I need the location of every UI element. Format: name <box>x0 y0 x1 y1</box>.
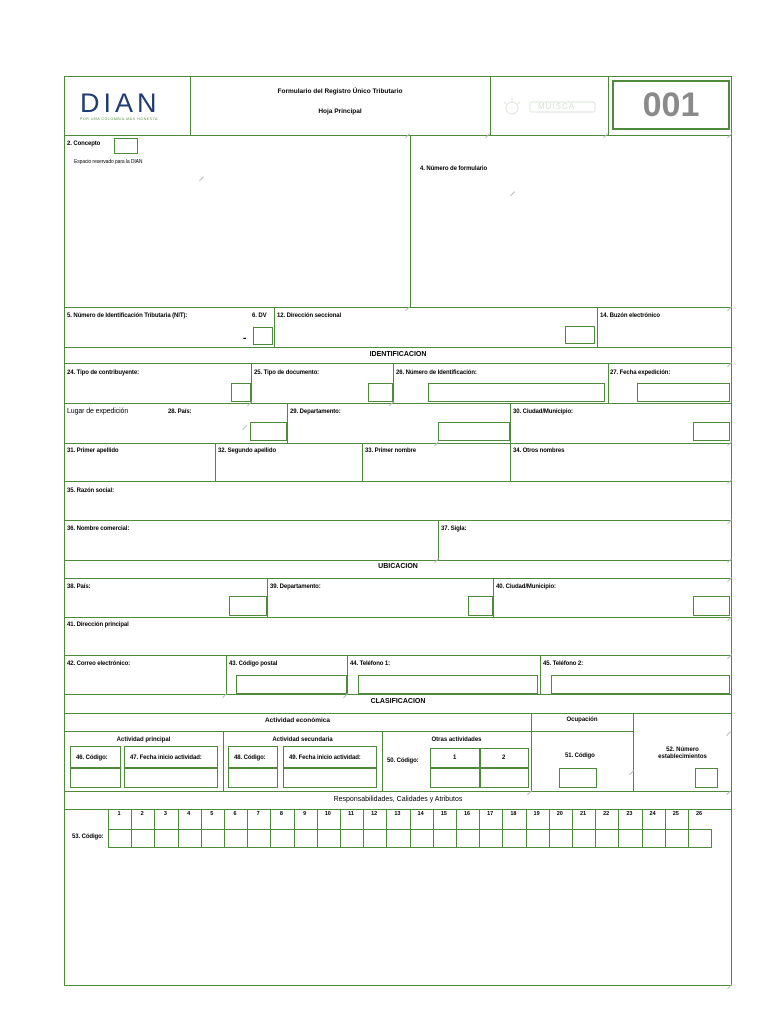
actividad-secundaria-label: Actividad secundaria <box>272 737 333 743</box>
column-divider <box>572 809 573 829</box>
responsabilidad-codigo-input[interactable] <box>131 829 155 848</box>
fecha49-label: 49. Fecha inicio actividad: <box>289 755 361 761</box>
codigo46-input[interactable] <box>70 768 121 788</box>
primer-nombre-label: 33. Primer nombre <box>365 448 416 454</box>
telefono1-label: 44. Teléfono 1: <box>350 661 391 667</box>
resize-grip-icon <box>509 186 515 192</box>
responsabilidad-codigo-input[interactable] <box>224 829 248 848</box>
column-divider <box>502 809 503 829</box>
responsabilidad-numero: 21 <box>579 811 587 817</box>
responsabilidad-codigo-input[interactable] <box>688 829 712 848</box>
resize-grip-icon <box>198 171 204 177</box>
codigo51-label: 51. Código <box>565 753 595 759</box>
responsabilidad-numero: 26 <box>695 811 703 817</box>
row-line <box>64 578 732 579</box>
fecha-expedicion-input[interactable] <box>637 383 730 402</box>
telefono2-label: 45. Teléfono 2: <box>543 661 584 667</box>
row-line <box>64 443 732 444</box>
codigo53-label: 53. Código: <box>72 834 104 840</box>
responsabilidad-numero: 5 <box>210 811 214 817</box>
tipo-documento-label: 25. Tipo de documento: <box>254 370 320 376</box>
dian-logo-text: DIAN <box>80 88 161 118</box>
dian-logo <box>80 90 180 121</box>
direccion-principal-label: 41. Dirección principal <box>67 622 129 628</box>
resize-grip-icon <box>726 128 732 134</box>
segundo-apellido-label: 32. Segundo apellido <box>218 448 277 454</box>
codigo48-label: 48. Código: <box>234 755 266 761</box>
resize-grip-icon <box>726 474 732 480</box>
dv-dash: - <box>243 333 247 344</box>
responsabilidad-numero: 15 <box>440 811 447 817</box>
divider <box>531 713 532 791</box>
responsabilidad-numero: 25 <box>672 811 679 817</box>
divider <box>267 578 268 617</box>
responsabilidad-codigo-input[interactable] <box>340 829 364 848</box>
section-responsabilidades: Responsabilidades, Calidades y Atributos <box>333 796 463 803</box>
responsabilidad-numero: 20 <box>556 811 563 817</box>
responsabilidad-codigo-input[interactable] <box>410 829 434 848</box>
actividad-principal-label: Actividad principal <box>116 737 171 743</box>
column-divider <box>456 809 457 829</box>
otras-2-input[interactable] <box>480 768 529 788</box>
fecha47-cell <box>124 746 218 768</box>
otras-1-input[interactable] <box>430 768 480 788</box>
ocupacion-label: Ocupación <box>566 717 598 723</box>
otras-2-cell <box>480 748 529 768</box>
resize-grip-icon <box>342 688 348 694</box>
section-clasificacion: CLASIFICACION <box>370 698 426 705</box>
resize-grip-icon <box>726 649 732 655</box>
row-line <box>64 655 732 656</box>
reservado-label: Espacio reservado para la DIAN <box>74 159 143 165</box>
row-line <box>64 731 633 732</box>
codigo50-label: 50. Código: <box>387 758 419 764</box>
numero-identificacion-label: 26. Número de Identificación: <box>396 370 477 376</box>
resize-grip-icon <box>221 688 227 694</box>
responsabilidad-numero: 2 <box>140 811 144 817</box>
ciudad-40-label: 40. Ciudad/Municipio: <box>496 584 556 590</box>
resize-grip-icon <box>726 301 732 307</box>
resize-grip-icon <box>404 301 410 307</box>
section-ubicacion: UBICACION <box>378 563 418 570</box>
dv-input[interactable] <box>253 327 273 345</box>
razon-social-label: 35. Razón social: <box>67 488 114 494</box>
responsabilidad-codigo-input[interactable] <box>456 829 480 848</box>
fecha47-input[interactable] <box>124 768 218 788</box>
numero-formulario-label: 4. Número de formulario <box>420 166 488 172</box>
column-divider <box>294 809 295 829</box>
row-line <box>64 307 732 308</box>
otras-1-label: 1 <box>453 755 457 761</box>
resize-grip-icon <box>526 785 532 791</box>
divider <box>410 135 411 307</box>
responsabilidad-numero: 3 <box>163 811 167 817</box>
divider <box>215 443 216 481</box>
row-line <box>64 713 732 714</box>
header-divider <box>608 76 609 135</box>
column-divider <box>618 809 619 829</box>
resize-grip-icon <box>725 726 731 732</box>
establecimientos-label-2: establecimientos <box>658 754 707 760</box>
departamento-29-label: 29. Departamento: <box>290 409 341 415</box>
concepto-label: 2. Concepto <box>67 141 101 147</box>
dian-logo-tagline: POR UNA COLOMBIA MÁS HONESTA <box>80 117 158 121</box>
otras-actividades-label: Otras actividades <box>431 737 482 743</box>
column-divider <box>688 809 689 829</box>
dv-label: 6. DV <box>252 313 267 319</box>
section-identificacion: IDENTIFICACION <box>369 351 427 358</box>
row-line <box>64 347 732 348</box>
form-number-box <box>612 80 730 130</box>
divider <box>608 363 609 403</box>
header-bottom-line <box>64 135 732 136</box>
sigla-label: 37. Sigla: <box>441 526 467 532</box>
responsabilidad-codigo-input[interactable] <box>618 829 642 848</box>
column-divider <box>154 809 155 829</box>
responsabilidad-numero: 4 <box>187 811 191 817</box>
column-divider <box>108 809 109 829</box>
resize-grip-icon <box>241 420 247 426</box>
responsabilidad-numero: 17 <box>487 811 494 817</box>
departamento-39-label: 39. Departamento: <box>270 584 321 590</box>
responsabilidad-codigo-input[interactable] <box>201 829 225 848</box>
resize-grip-icon <box>388 396 394 402</box>
column-divider <box>549 809 550 829</box>
column-divider <box>131 809 132 829</box>
row-line <box>64 363 732 364</box>
concepto-input[interactable] <box>114 138 138 154</box>
responsabilidad-numero: 10 <box>324 811 331 817</box>
resize-grip-icon <box>726 979 732 985</box>
responsabilidad-codigo-input[interactable] <box>549 829 573 848</box>
row-line <box>64 809 732 810</box>
ciudad-40-input[interactable] <box>693 596 730 616</box>
responsabilidad-codigo-input[interactable] <box>178 829 202 848</box>
column-divider <box>410 809 411 829</box>
row-line <box>64 617 732 618</box>
column-divider <box>201 809 202 829</box>
divider <box>274 307 275 347</box>
form-subtitle: Hoja Principal <box>318 108 362 115</box>
pais-28-label: 28. País: <box>168 409 192 415</box>
resize-grip-icon <box>725 785 731 791</box>
responsabilidad-codigo-input[interactable] <box>479 829 503 848</box>
nit-label: 5. Número de Identificación Tributaria (NIT): <box>67 313 188 319</box>
codigo48-input[interactable] <box>228 768 278 788</box>
telefono1-input[interactable] <box>358 675 538 694</box>
ciudad-30-input[interactable] <box>693 422 730 441</box>
responsabilidad-numero: 7 <box>256 811 260 817</box>
responsabilidad-codigo-input[interactable] <box>108 829 132 848</box>
nombre-comercial-label: 36. Nombre comercial: <box>67 526 130 532</box>
column-divider <box>340 809 341 829</box>
codigo48-cell <box>228 746 278 768</box>
column-divider <box>178 809 179 829</box>
otras-2-label: 2 <box>502 755 506 761</box>
responsabilidad-numero: 1 <box>117 811 121 817</box>
column-divider <box>317 809 318 829</box>
row-line <box>64 520 732 521</box>
pais-28-input[interactable] <box>250 422 287 441</box>
direccion-seccional-input[interactable] <box>565 326 595 344</box>
resize-grip-icon <box>726 572 732 578</box>
column-divider <box>595 809 596 829</box>
row-line <box>64 481 732 482</box>
responsabilidad-numero: 22 <box>603 811 610 817</box>
codigo46-label: 46. Código: <box>76 755 108 761</box>
header-divider <box>190 76 191 135</box>
divider <box>362 443 363 481</box>
resize-grip-icon <box>246 396 252 402</box>
codigo51-input[interactable] <box>559 768 597 788</box>
responsabilidad-codigo-input[interactable] <box>595 829 619 848</box>
establecimientos-label-1: 52. Número <box>666 747 699 753</box>
divider <box>540 655 541 694</box>
responsabilidad-codigo-input[interactable] <box>502 829 526 848</box>
responsabilidad-numero: 11 <box>348 811 354 817</box>
codigo-postal-input[interactable] <box>236 675 347 694</box>
otros-nombres-label: 34. Otros nombres <box>513 448 565 454</box>
departamento-29-input[interactable] <box>438 422 510 441</box>
responsabilidad-numero: 9 <box>303 811 307 817</box>
responsabilidad-codigo-input[interactable] <box>433 829 457 848</box>
responsabilidad-codigo-input[interactable] <box>317 829 341 848</box>
responsabilidad-numero: 8 <box>279 811 283 817</box>
resize-grip-icon <box>404 128 410 134</box>
ciudad-30-label: 30. Ciudad/Municipio: <box>513 409 573 415</box>
resize-grip-icon <box>726 553 732 559</box>
responsabilidad-codigo-input[interactable] <box>154 829 178 848</box>
rut-form <box>64 76 732 986</box>
column-divider <box>386 809 387 829</box>
responsabilidad-numero: 24 <box>649 811 656 817</box>
responsabilidad-numero: 16 <box>463 811 471 817</box>
row-line <box>64 403 732 404</box>
otras-1-cell <box>430 748 480 768</box>
form-number: 001 <box>642 86 700 124</box>
responsabilidad-numero: 12 <box>371 811 378 817</box>
column-divider <box>526 809 527 829</box>
divider <box>287 403 288 443</box>
column-divider <box>363 809 364 829</box>
resize-grip-icon <box>628 765 634 771</box>
resize-grip-icon <box>433 553 439 559</box>
row-line <box>64 560 732 561</box>
pais-38-input[interactable] <box>229 596 267 616</box>
primer-apellido-label: 31. Primer apellido <box>67 448 119 454</box>
divider <box>510 443 511 481</box>
resize-grip-icon <box>484 128 490 134</box>
divider <box>493 578 494 617</box>
responsabilidad-codigo-input[interactable] <box>572 829 596 848</box>
column-divider <box>665 809 666 829</box>
row-line <box>64 694 732 695</box>
telefono2-input[interactable] <box>551 675 730 694</box>
divider <box>597 307 598 347</box>
row-line <box>64 791 732 792</box>
departamento-39-input[interactable] <box>468 596 493 616</box>
column-divider <box>270 809 271 829</box>
resize-grip-icon <box>726 357 732 363</box>
column-divider <box>433 809 434 829</box>
responsabilidad-numero: 18 <box>510 811 517 817</box>
form-title: Formulario del Registro Único Tributario <box>277 88 403 95</box>
fecha-expedicion-label: 27. Fecha expedición: <box>610 370 671 376</box>
responsabilidad-codigo-input[interactable] <box>247 829 271 848</box>
muisca-watermark-logo <box>500 96 600 116</box>
resize-grip-icon <box>726 436 732 442</box>
column-divider <box>479 809 480 829</box>
correo-label: 42. Correo electrónico: <box>67 661 131 667</box>
responsabilidad-numero: 14 <box>417 811 424 817</box>
responsabilidad-numero: 19 <box>533 811 540 817</box>
direccion-seccional-label: 12. Dirección seccional <box>277 313 342 319</box>
responsabilidad-codigo-input[interactable] <box>363 829 387 848</box>
codigo-postal-label: 43. Código postal <box>229 661 278 667</box>
resize-grip-icon <box>433 436 439 442</box>
responsabilidad-codigo-input[interactable] <box>270 829 294 848</box>
responsabilidad-codigo-input[interactable] <box>665 829 689 848</box>
responsabilidad-codigo-input[interactable] <box>526 829 550 848</box>
responsabilidad-codigo-input[interactable] <box>386 829 410 848</box>
column-divider <box>247 809 248 829</box>
numero-identificacion-input[interactable] <box>428 383 605 402</box>
responsabilidad-codigo-input[interactable] <box>642 829 666 848</box>
fecha49-input[interactable] <box>283 768 377 788</box>
responsabilidad-numero: 6 <box>233 811 237 817</box>
lugar-expedicion-label: Lugar de expedición <box>67 408 129 415</box>
header-divider <box>490 76 491 135</box>
divider <box>510 403 511 443</box>
resize-grip-icon <box>726 514 732 520</box>
pais-38-label: 38. País: <box>67 584 91 590</box>
muisca-text: MUISCA <box>538 102 576 111</box>
establecimientos-input[interactable] <box>695 768 718 788</box>
responsabilidad-numero: 23 <box>626 811 633 817</box>
responsabilidad-codigo-input[interactable] <box>294 829 318 848</box>
codigo46-cell <box>70 746 121 768</box>
responsabilidad-numero: 13 <box>394 811 401 817</box>
tipo-contribuyente-label: 24. Tipo de contribuyente: <box>67 370 139 376</box>
fecha49-cell <box>283 746 377 768</box>
column-divider <box>224 809 225 829</box>
column-divider <box>642 809 643 829</box>
actividad-economica-label: Actividad económica <box>264 717 331 724</box>
resize-grip-icon <box>726 611 732 617</box>
fecha47-label: 47. Fecha inicio actividad: <box>130 755 202 761</box>
buzon-label: 14. Buzón electrónico <box>600 313 660 319</box>
resize-grip-icon <box>602 128 608 134</box>
